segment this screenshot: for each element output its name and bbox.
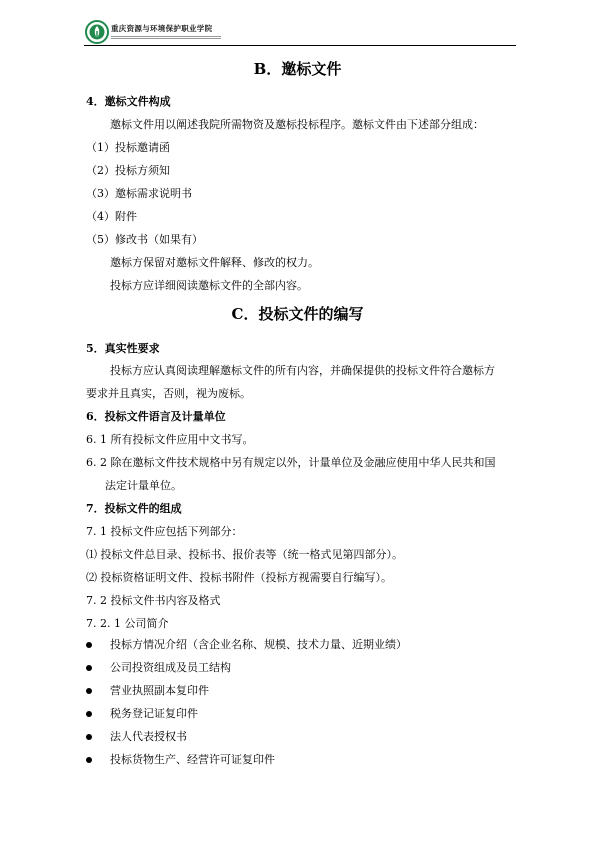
paragraph-7-1-b: ⑵ 投标资格证明文件、投标书附件（投标方视需要自行编写）。 <box>86 571 392 584</box>
bullet-icon <box>86 665 92 671</box>
paragraph-5-line-1: 投标方应认真阅读理解邀标文件的所有内容，并确保提供的投标文件符合邀标方 <box>110 364 495 377</box>
heading-4: 4．邀标文件构成 <box>86 95 171 108</box>
list-item-b-3: （3）邀标需求说明书 <box>86 187 192 200</box>
paragraph-7-2-1: 7. 2. 1 公司简介 <box>86 617 169 630</box>
paragraph-b-note-1: 邀标方保留对邀标文件解释、修改的权力。 <box>110 256 319 269</box>
paragraph-6-1: 6. 1 所有投标文件应用中文书写。 <box>86 433 254 446</box>
paragraph-7-1: 7. 1 投标文件应包括下列部分： <box>86 525 243 538</box>
paragraph-b-intro: 邀标文件用以阐述我院所需物资及邀标投标程序。邀标文件由下述部分组成： <box>110 118 484 131</box>
list-item-b-5: （5）修改书（如果有） <box>86 233 203 246</box>
bullet-item-3: 营业执照副本复印件 <box>110 684 209 697</box>
bullet-item-4: 税务登记证复印件 <box>110 707 198 720</box>
list-item-b-4: （4）附件 <box>86 210 137 223</box>
school-emblem-icon <box>85 20 109 44</box>
section-b-title: B．邀标文件 <box>253 60 342 78</box>
paragraph-6-2-line-1: 6. 2 除在邀标文件技术规格中另有规定以外，计量单位及金融应使用中华人民共和国 <box>86 456 496 469</box>
paragraph-5-line-2: 要求并且真实，否则，视为废标。 <box>86 387 251 400</box>
header-org-name: 重庆资源与环境保护职业学院 <box>111 24 213 33</box>
list-item-b-2: （2）投标方须知 <box>86 164 170 177</box>
heading-5: 5．真实性要求 <box>86 342 160 355</box>
bullet-icon <box>86 642 92 648</box>
list-item-b-1: （1）投标邀请函 <box>86 141 170 154</box>
header-org-subtitle-line <box>111 35 221 39</box>
section-c-title: C．投标文件的编写 <box>231 305 364 323</box>
bullet-icon <box>86 734 92 740</box>
bullet-icon <box>86 711 92 717</box>
paragraph-b-note-2: 投标方应详细阅读邀标文件的全部内容。 <box>110 279 308 292</box>
header-rule <box>84 45 516 46</box>
paragraph-7-2: 7. 2 投标文件书内容及格式 <box>86 594 221 607</box>
bullet-icon <box>86 757 92 763</box>
heading-7: 7．投标文件的组成 <box>86 502 182 515</box>
bullet-item-5: 法人代表授权书 <box>110 730 187 743</box>
bullet-item-2: 公司投资组成及员工结构 <box>110 661 231 674</box>
bullet-item-6: 投标货物生产、经营许可证复印件 <box>110 753 275 766</box>
paragraph-6-2-line-2: 法定计量单位。 <box>105 479 182 492</box>
bullet-item-1: 投标方情况介绍（含企业名称、规模、技术力量、近期业绩） <box>110 638 407 651</box>
paragraph-7-1-a: ⑴ 投标文件总目录、投标书、报价表等（统一格式见第四部分）。 <box>86 548 403 561</box>
bullet-icon <box>86 688 92 694</box>
heading-6: 6．投标文件语言及计量单位 <box>86 410 226 423</box>
